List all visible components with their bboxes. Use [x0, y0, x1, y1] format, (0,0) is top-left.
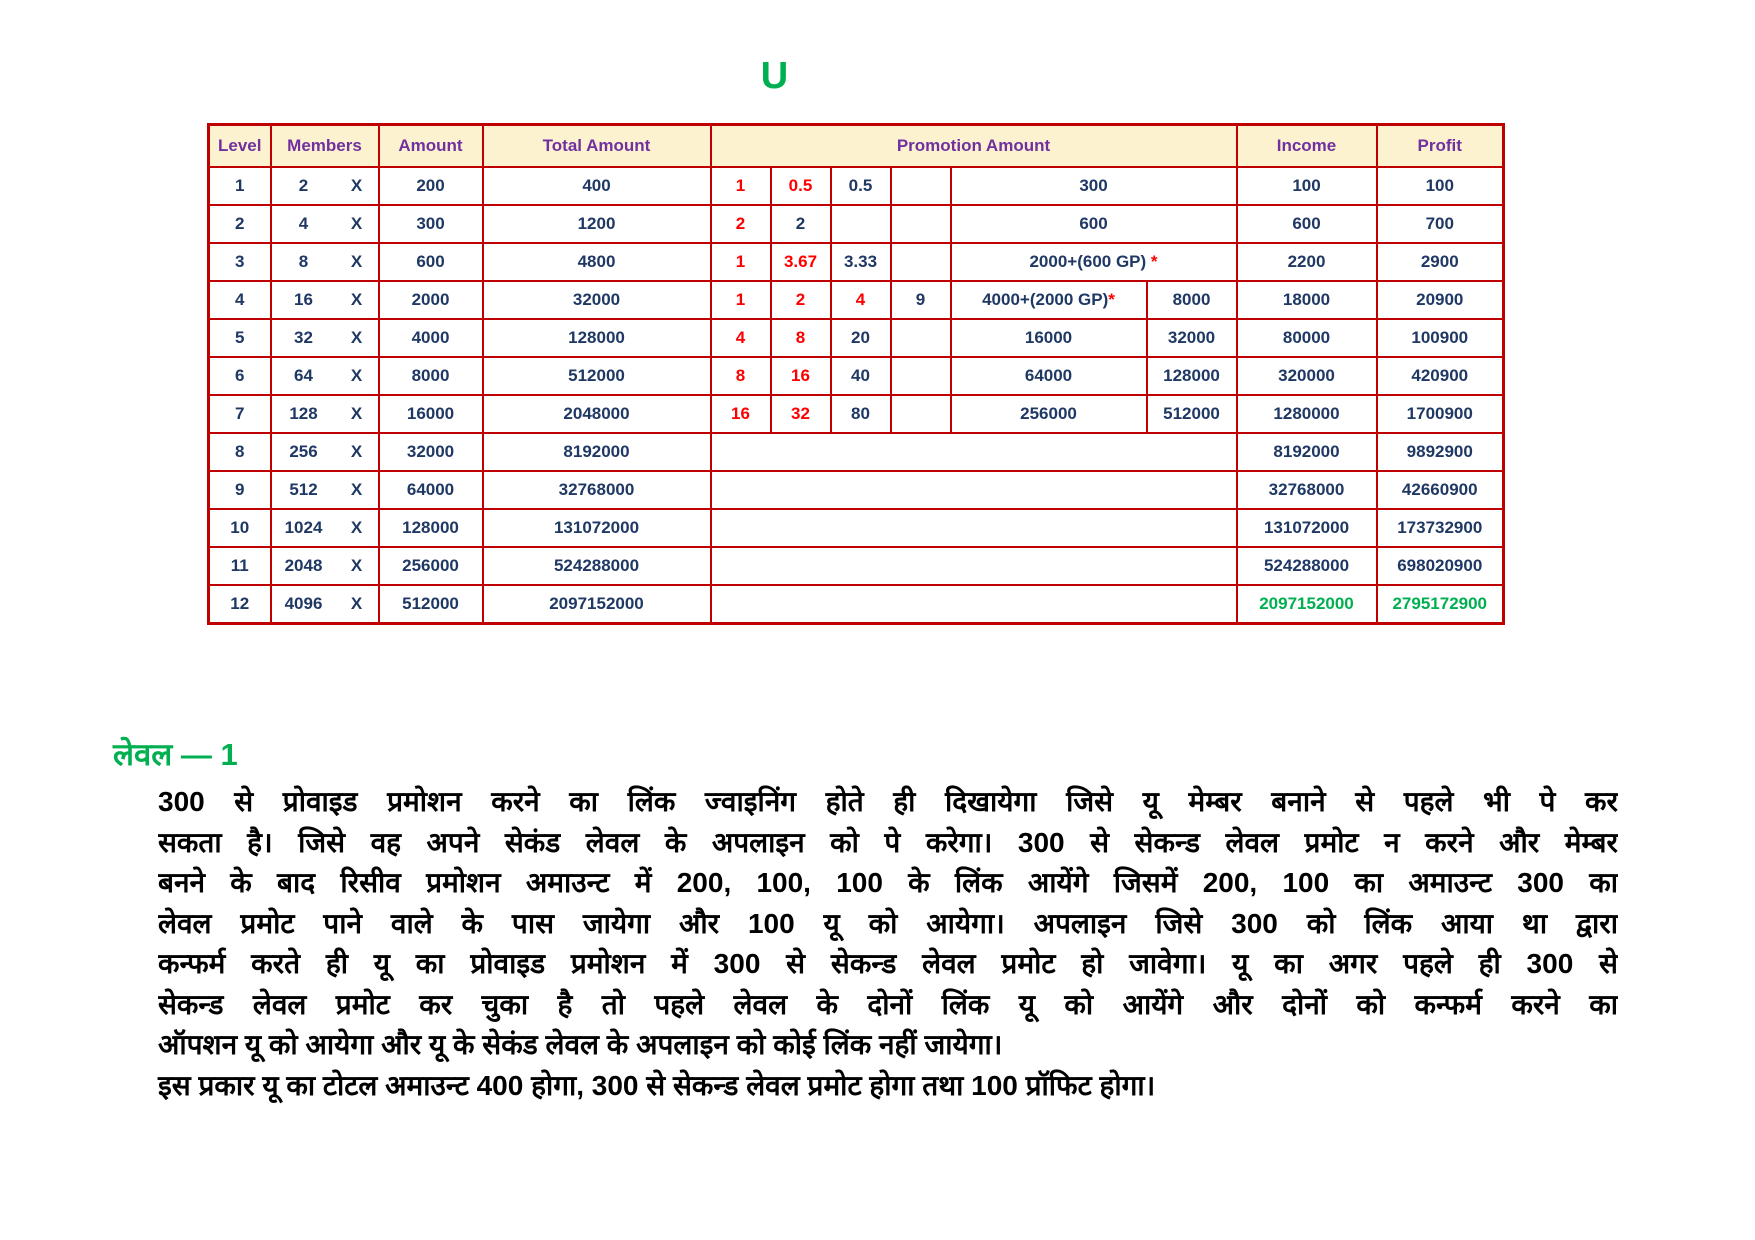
- profit-cell: 42660900: [1377, 471, 1504, 509]
- members-count: 128: [289, 404, 318, 423]
- amount-cell: 300: [379, 205, 483, 243]
- members-cell: [271, 205, 379, 243]
- promotion-cell: 9: [891, 281, 951, 319]
- members-multiplier: X: [350, 480, 363, 499]
- income-cell: 600: [1237, 205, 1377, 243]
- header-profit: Profit: [1377, 125, 1504, 168]
- members-multiplier: X: [350, 214, 363, 233]
- members-count: 256: [289, 442, 318, 461]
- level-cell: 11: [209, 547, 271, 585]
- header-level: Level: [209, 125, 271, 168]
- amount-cell: 2000: [379, 281, 483, 319]
- promotion-wide-cell: 300: [951, 167, 1237, 205]
- income-cell: 80000: [1237, 319, 1377, 357]
- promotion-cell: 8: [711, 357, 771, 395]
- total-amount-cell: 2097152000: [483, 585, 711, 624]
- amount-cell: 600: [379, 243, 483, 281]
- paragraph-line: सकता है। जिसे वह अपने सेकंड लेवल के अपलाइन को पे करेगा। 300 से सेकन्ड लेवल प्रमोट न करने और मेम्बर: [158, 826, 1618, 858]
- promotion-cell: [891, 167, 951, 205]
- income-cell: 8192000: [1237, 433, 1377, 471]
- members-count: 64: [294, 366, 313, 385]
- members-cell: [271, 509, 379, 547]
- table-row: [209, 471, 1504, 509]
- table-row: [209, 357, 1504, 395]
- promotion-empty-cell: [711, 585, 1237, 624]
- promotion-cell: 1: [711, 167, 771, 205]
- members-count: 1024: [284, 518, 323, 537]
- level-cell: 3: [209, 243, 271, 281]
- amount-cell: 16000: [379, 395, 483, 433]
- members-cell: [271, 585, 379, 624]
- promotion-cell: 512000: [1147, 395, 1237, 433]
- promotion-cell: 4: [831, 281, 891, 319]
- amount-cell: 8000: [379, 357, 483, 395]
- paragraph-line: 300 से प्रोवाइड प्रमोशन करने का लिंक ज्वाइनिंग होते ही दिखायेगा जिसे यू मेम्बर बनाने से पहले भी पे कर: [158, 786, 1618, 817]
- members-cell: [271, 547, 379, 585]
- section-heading: लेवल — 1: [113, 737, 238, 772]
- total-amount-cell: 131072000: [483, 509, 711, 547]
- total-amount-cell: 512000: [483, 357, 711, 395]
- header-amount: Amount: [379, 125, 483, 168]
- total-amount-cell: 2048000: [483, 395, 711, 433]
- table-row: [209, 167, 1504, 205]
- profit-cell: 700: [1377, 205, 1504, 243]
- paragraph-line: ऑपशन यू को आयेगा और यू के सेकंड लेवल के अपलाइन को कोई लिंक नहीं जायेगा।: [158, 1029, 1003, 1060]
- promotion-empty-cell: [711, 433, 1237, 471]
- total-amount-cell: 4800: [483, 243, 711, 281]
- promotion-cell: 2: [771, 205, 831, 243]
- members-count: 2: [298, 176, 309, 195]
- income-cell: 1280000: [1237, 395, 1377, 433]
- promotion-wide-cell: 2000+(600 GP) *: [951, 243, 1237, 281]
- members-cell: [271, 319, 379, 357]
- members-multiplier: X: [350, 252, 363, 271]
- total-amount-cell: 32000: [483, 281, 711, 319]
- promotion-empty-cell: [711, 547, 1237, 585]
- promotion-wide-cell: 4000+(2000 GP)*: [951, 281, 1147, 319]
- promotion-cell: 32000: [1147, 319, 1237, 357]
- promotion-wide-cell: 600: [951, 205, 1237, 243]
- paragraph-line: बनने के बाद रिसीव प्रमोशन अमाउन्ट में 200, 100, 100 के लिंक आयेंगे जिसमें 200, 100 का अमाउन्ट 300 का: [158, 867, 1618, 898]
- income-cell: 100: [1237, 167, 1377, 205]
- members-multiplier: X: [350, 366, 363, 385]
- promotion-cell: 2: [771, 281, 831, 319]
- income-cell: 32768000: [1237, 471, 1377, 509]
- promotion-cell: 3.67: [771, 243, 831, 281]
- total-amount-cell: 128000: [483, 319, 711, 357]
- promotion-cell: 8: [771, 319, 831, 357]
- members-cell: [271, 167, 379, 205]
- income-cell: 524288000: [1237, 547, 1377, 585]
- income-cell: 320000: [1237, 357, 1377, 395]
- promotion-cell: [891, 243, 951, 281]
- members-multiplier: X: [350, 404, 363, 423]
- level-cell: 9: [209, 471, 271, 509]
- amount-cell: 200: [379, 167, 483, 205]
- level-cell: 10: [209, 509, 271, 547]
- profit-cell: 1700900: [1377, 395, 1504, 433]
- members-multiplier: X: [350, 594, 363, 613]
- promotion-cell: 1: [711, 243, 771, 281]
- profit-cell: 9892900: [1377, 433, 1504, 471]
- members-count: 32: [294, 328, 313, 347]
- members-cell: [271, 395, 379, 433]
- promotion-cell: [831, 205, 891, 243]
- amount-cell: 64000: [379, 471, 483, 509]
- levels-table: [207, 123, 1505, 625]
- amount-cell: 4000: [379, 319, 483, 357]
- table-row: [209, 395, 1504, 433]
- table-row: [209, 509, 1504, 547]
- income-cell: 18000: [1237, 281, 1377, 319]
- income-cell: 2097152000: [1237, 585, 1377, 624]
- members-cell: [271, 243, 379, 281]
- paragraph-line: सेकन्ड लेवल प्रमोट कर चुका है तो पहले लेवल के दोनों लिंक यू को आयेंगे और दोनों को कन्फर्म करने का: [158, 988, 1618, 1020]
- table-row: [209, 319, 1504, 357]
- members-cell: [271, 433, 379, 471]
- promotion-empty-cell: [711, 471, 1237, 509]
- amount-cell: 128000: [379, 509, 483, 547]
- promotion-empty-cell: [711, 509, 1237, 547]
- total-amount-cell: 8192000: [483, 433, 711, 471]
- promotion-asterisk: *: [1146, 252, 1158, 271]
- promotion-asterisk: *: [1108, 290, 1115, 309]
- profit-cell: 20900: [1377, 281, 1504, 319]
- header-income: Income: [1237, 125, 1377, 168]
- table-header-row: [209, 125, 1504, 168]
- members-multiplier: X: [350, 328, 363, 347]
- promotion-cell: [891, 395, 951, 433]
- members-multiplier: X: [350, 176, 363, 195]
- members-count: 8: [298, 252, 309, 271]
- profit-cell: 100: [1377, 167, 1504, 205]
- promotion-cell: 1: [711, 281, 771, 319]
- page-title: U: [760, 55, 790, 97]
- promotion-cell: 16: [771, 357, 831, 395]
- profit-cell: 100900: [1377, 319, 1504, 357]
- level-cell: 1: [209, 167, 271, 205]
- promotion-wide-cell: 16000: [951, 319, 1147, 357]
- profit-cell: 420900: [1377, 357, 1504, 395]
- level-cell: 7: [209, 395, 271, 433]
- level-cell: 5: [209, 319, 271, 357]
- promotion-cell: 16: [711, 395, 771, 433]
- profit-cell: 698020900: [1377, 547, 1504, 585]
- promotion-cell: 0.5: [831, 167, 891, 205]
- paragraph-line: कन्फर्म करते ही यू का प्रोवाइड प्रमोशन में 300 से सेकन्ड लेवल प्रमोट हो जावेगा। यू का अगर पहले ही 300 से: [158, 948, 1618, 979]
- members-count: 16: [294, 290, 313, 309]
- level-cell: 8: [209, 433, 271, 471]
- header-members: Members: [271, 125, 379, 168]
- promotion-cell: [891, 357, 951, 395]
- promotion-cell: 40: [831, 357, 891, 395]
- paragraph-line: लेवल प्रमोट पाने वाले के पास जायेगा और 100 यू को आयेगा। अपलाइन जिसे 300 को लिंक आया था द्वारा: [158, 907, 1618, 939]
- total-amount-cell: 524288000: [483, 547, 711, 585]
- promotion-cell: 128000: [1147, 357, 1237, 395]
- promotion-cell: 80: [831, 395, 891, 433]
- total-amount-cell: 1200: [483, 205, 711, 243]
- table-row: [209, 433, 1504, 471]
- header-promotion-amount: Promotion Amount: [711, 125, 1237, 168]
- level-cell: 2: [209, 205, 271, 243]
- members-count: 4: [298, 214, 309, 233]
- promotion-cell: 8000: [1147, 281, 1237, 319]
- profit-cell: 2795172900: [1377, 585, 1504, 624]
- level-cell: 6: [209, 357, 271, 395]
- body-text: [158, 782, 1618, 1106]
- level-cell: 4: [209, 281, 271, 319]
- members-multiplier: X: [350, 290, 363, 309]
- table-row: [209, 243, 1504, 281]
- income-cell: 131072000: [1237, 509, 1377, 547]
- promotion-wide-cell: 64000: [951, 357, 1147, 395]
- table-body: [209, 167, 1504, 624]
- table-row: [209, 547, 1504, 585]
- promotion-cell: 20: [831, 319, 891, 357]
- members-multiplier: X: [350, 556, 363, 575]
- income-cell: 2200: [1237, 243, 1377, 281]
- table-row: [209, 205, 1504, 243]
- table-row: [209, 281, 1504, 319]
- promotion-cell: 4: [711, 319, 771, 357]
- promotion-wide-cell: 256000: [951, 395, 1147, 433]
- paragraph-line: इस प्रकार यू का टोटल अमाउन्ट 400 होगा, 300 से सेकन्ड लेवल प्रमोट होगा तथा 100 प्रॉफिट होगा।: [158, 1069, 1156, 1101]
- header-total-amount: Total Amount: [483, 125, 711, 168]
- promotion-cell: 32: [771, 395, 831, 433]
- members-count: 2048: [284, 556, 323, 575]
- amount-cell: 512000: [379, 585, 483, 624]
- members-count: 4096: [284, 594, 323, 613]
- promotion-cell: 2: [711, 205, 771, 243]
- profit-cell: 173732900: [1377, 509, 1504, 547]
- members-cell: [271, 471, 379, 509]
- members-cell: [271, 357, 379, 395]
- members-multiplier: X: [350, 518, 363, 537]
- total-amount-cell: 32768000: [483, 471, 711, 509]
- members-count: 512: [289, 480, 318, 499]
- promotion-cell: 0.5: [771, 167, 831, 205]
- members-multiplier: X: [350, 442, 363, 461]
- promotion-cell: [891, 205, 951, 243]
- members-cell: [271, 281, 379, 319]
- promotion-cell: [891, 319, 951, 357]
- table-row: [209, 585, 1504, 624]
- profit-cell: 2900: [1377, 243, 1504, 281]
- total-amount-cell: 400: [483, 167, 711, 205]
- level-cell: 12: [209, 585, 271, 624]
- amount-cell: 32000: [379, 433, 483, 471]
- promotion-cell: 3.33: [831, 243, 891, 281]
- amount-cell: 256000: [379, 547, 483, 585]
